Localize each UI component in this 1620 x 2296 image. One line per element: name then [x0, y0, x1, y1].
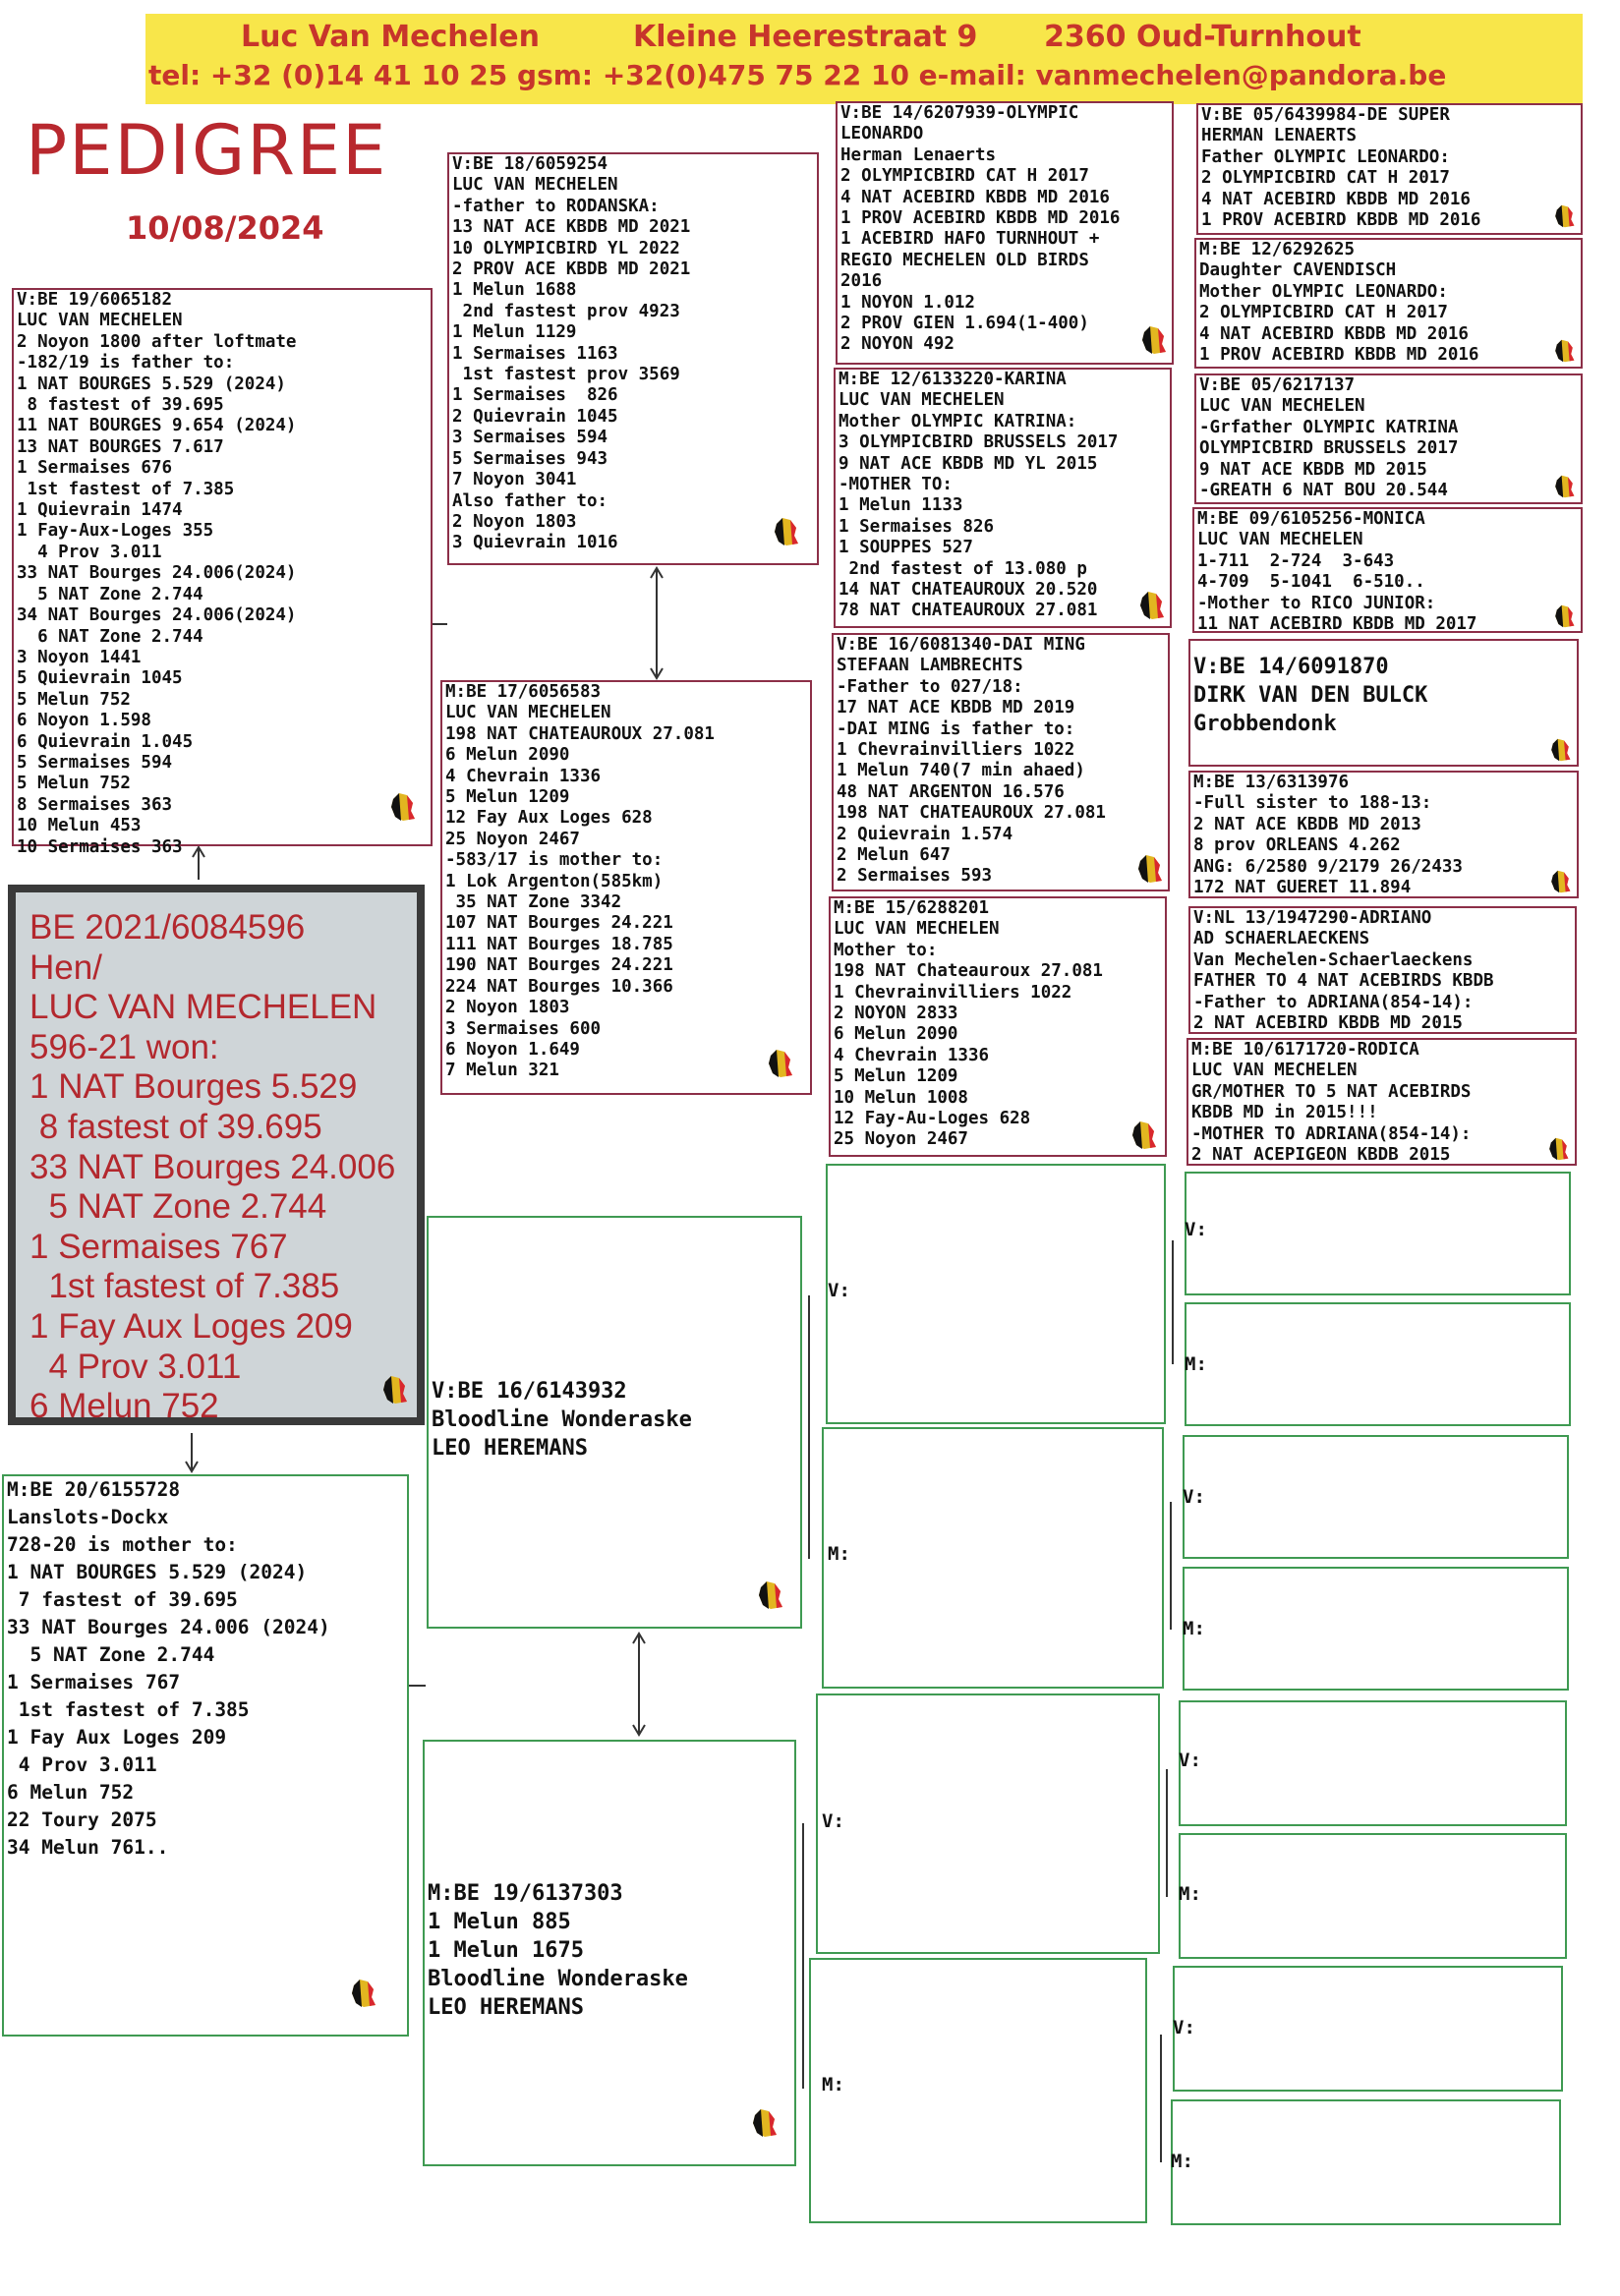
ggp-fff-card: [836, 101, 1174, 365]
belgium-flag-icon: [1548, 737, 1572, 763]
ggp-fmm-text: M:BE 15/6288201 LUC VAN MECHELEN Mother to: 198 NAT Chateauroux 27.081 1 Chevrainvilliers 1022 2 NOYON 2833 6 Melun 2090 4 Chevrain 1336 5 Melun 1209 10 Melun 1008 12 Fay-Au-Loges 628 25 Noyon 2467: [834, 898, 1103, 1150]
belgium-flag-icon: [1136, 590, 1166, 621]
gen4-empty-card: [1183, 1567, 1569, 1691]
gen4-b-text: M:BE 12/6292625 Daughter CAVENDISCH Mother OLYMPIC LEONARDO: 2 OLYMPICBIRD CAT H 2017 4 NAT ACEBIRD KBDB MD 2016 1 PROV ACEBIRD KBDB MD 2016: [1199, 240, 1479, 366]
gen4-sire-label: V:: [1173, 2017, 1195, 2038]
breeder-city: 2360 Oud-Turnhout: [1044, 20, 1361, 54]
gen4-empty-card: [1179, 1700, 1567, 1826]
gen4-sire-label: V:: [1183, 1486, 1205, 1508]
sire-father-card: [447, 152, 819, 565]
gen4-e-text: V:BE 14/6091870 DIRK VAN DEN BULCK Grobbendonk: [1193, 655, 1428, 736]
bracket-line: [1166, 1769, 1168, 1897]
belgium-flag-icon: [1548, 869, 1572, 894]
gen4-dam-label: M:: [1179, 1883, 1201, 1905]
belgium-flag-icon: [1128, 1119, 1158, 1151]
breeder-street: Kleine Heerestraat 9: [633, 20, 978, 54]
dam-father-text: V:BE 16/6143932 Bloodline Wonderaske LEO HEREMANS: [432, 1379, 692, 1461]
dam-pedigree-text: M:BE 20/6155728 Lanslots-Dockx 728-20 is mother to: 1 NAT BOURGES 5.529 (2024) 7 fastest of 39.695 33 NAT Bourges 24.006 (2024) 5 NAT Zone 2.744 1 Sermaises 767 1st fastest of 7.385 1 Fay Aux Loges 209 4 Prov 3.011 6 Melun 752 22 Toury 2075 34 Melun 761..: [7, 1478, 330, 1859]
gen4-e-card: [1188, 639, 1579, 767]
gen4-h-card: [1186, 1038, 1577, 1166]
gen4-empty-card: [1185, 1172, 1571, 1295]
belgium-flag-icon: [755, 1579, 784, 1611]
gen4-dam-label: M:: [1183, 1618, 1205, 1639]
gen4-empty-card: [1173, 1966, 1563, 2092]
gen4-empty-card: [1171, 2099, 1561, 2225]
gen4-sire-label: V:: [1185, 1219, 1207, 1240]
belgium-flag-icon: [1552, 338, 1576, 364]
bracket-line: [1172, 1240, 1174, 1364]
belgium-flag-icon: [1552, 203, 1576, 229]
gen4-c-text: V:BE 05/6217137 LUC VAN MECHELEN -Grfather OLYMPIC KATRINA OLYMPICBIRD BRUSSELS 2017 9 NAT ACE KBDB MD 2015 -GREATH 6 NAT BOU 20.544: [1199, 375, 1459, 501]
dam-card: [2, 1474, 409, 2037]
gen4-f-card: [1188, 771, 1579, 898]
dam-mother-text: M:BE 19/6137303 1 Melun 885 1 Melun 1675 Bloodline Wonderaske LEO HEREMANS: [428, 1881, 688, 2020]
gen4-a-text: V:BE 05/6439984-DE SUPER HERMAN LENAERTS Father OLYMPIC LEONARDO: 2 OLYMPICBIRD CAT H 2017 4 NAT ACEBIRD KBDB MD 2016 1 PROV ACEBIRD KBDB MD 2016: [1201, 105, 1481, 231]
dam-mother-card: [423, 1740, 796, 2166]
gen4-f-text: M:BE 13/6313976 -Full sister to 188-13: 2 NAT ACE KBDB MD 2013 8 prov ORLEANS 4.262 ANG: 6/2580 9/2179 26/2433 172 NAT GUERET 11.894: [1193, 773, 1463, 898]
ggp-ffm-card: [834, 368, 1172, 628]
gen4-g-text: V:NL 13/1947290-ADRIANO AD SCHAERLAECKENS Van Mechelen-Schaerlaeckens FATHER TO 4 NAT ACEBIRDS KBDB -Father to ADRIANA(854-14): 2 NAT ACEBIRD KBDB MD 2015: [1193, 908, 1494, 1034]
gen4-d-card: [1192, 507, 1583, 633]
bracket-line: [802, 1823, 804, 2089]
gen4-empty-card: [1183, 1435, 1569, 1559]
sire-mother-text: M:BE 17/6056583 LUC VAN MECHELEN 198 NAT CHATEAUROUX 27.081 6 Melun 2090 4 Chevrain 1336 5 Melun 1209 12 Fay Aux Loges 628 25 Noyon 2467 -583/17 is mother to: 1 Lok Argenton(585km) 35 NAT Zone 3342 107 NAT Bourges 24.221 111 NAT Bourges 18.785 190 NAT Bourges 24.221 224 NAT Bourges 10.366 2 Noyon 1803 3 Sermaises 600 6 Noyon 1.649 7 Melun 321: [445, 682, 715, 1081]
bracket-line: [808, 1295, 810, 1559]
gen4-c-card: [1194, 373, 1583, 504]
page-title: PEDIGREE: [26, 110, 388, 191]
belgium-flag-icon: [765, 1048, 794, 1079]
ggp-dam-label: M:: [822, 2074, 844, 2095]
main-bird-text: BE 2021/6084596 Hen/ LUC VAN MECHELEN 596-21 won: 1 NAT Bourges 5.529 8 fastest of 39.695 33 NAT Bourges 24.006 5 NAT Zone 2.744 1 Sermaises 767 1st fastest of 7.385 1 Fay Aux Loges 209 4 Prov 3.011 6 Melun 752: [29, 908, 396, 1426]
ggp-mfm-card: [822, 1427, 1164, 1689]
gen4-dam-label: M:: [1171, 2151, 1193, 2172]
gen4-a-card: [1196, 103, 1583, 235]
belgium-flag-icon: [348, 1978, 377, 2009]
gen4-b-card: [1194, 238, 1583, 369]
ggp-mmf-card: [816, 1693, 1160, 1954]
belgium-flag-icon: [749, 2107, 779, 2139]
ggp-dam-label: M:: [828, 1543, 850, 1565]
ggp-mmm-card: [809, 1958, 1147, 2223]
ggp-mff-card: [826, 1164, 1166, 1424]
belgium-flag-icon: [771, 516, 800, 547]
ggp-sire-label: V:: [822, 1810, 844, 1832]
belgium-flag-icon: [387, 791, 417, 823]
ggp-ffm-text: M:BE 12/6133220-KARINA LUC VAN MECHELEN Mother OLYMPIC KATRINA: 3 OLYMPICBIRD BRUSSELS 2017 9 NAT ACE KBDB MD YL 2015 -MOTHER TO: 1 Melun 1133 1 Sermaises 826 1 SOUPPES 527 2nd fastest of 13.080 p 14 NAT CHATEAUROUX 20.520 78 NAT CHATEAUROUX 27.081: [839, 370, 1119, 621]
ggp-fmf-card: [832, 633, 1170, 891]
gen4-sire-label: V:: [1179, 1750, 1201, 1771]
gen4-h-text: M:BE 10/6171720-RODICA LUC VAN MECHELEN GR/MOTHER TO 5 NAT ACEBIRDS KBDB MD in 2015!!! -MOTHER TO ADRIANA(854-14): 2 NAT ACEPIGEON KBDB 2015: [1191, 1040, 1472, 1166]
bracket-line: [1160, 2035, 1162, 2162]
sire-father-text: V:BE 18/6059254 LUC VAN MECHELEN -father to RODANSKA: 13 NAT ACE KBDB MD 2021 10 OLYMPICBIRD YL 2022 2 PROV ACE KBDB MD 2021 1 Melun 1688 2nd fastest prov 4923 1 Melun 1129 1 Sermaises 1163 1st fastest prov 3569 1 Sermaises 826 2 Quievrain 1045 3 Sermaises 594 5 Sermaises 943 7 Noyon 3041 Also father to: 2 Noyon 1803 3 Quievrain 1016: [452, 154, 691, 553]
sire-mother-card: [440, 680, 812, 1095]
ggp-fmm-card: [829, 896, 1167, 1157]
belgium-flag-icon: [1138, 324, 1168, 356]
belgium-flag-icon: [1552, 603, 1576, 629]
belgium-flag-icon: [1546, 1136, 1570, 1162]
ggp-fff-text: V:BE 14/6207939-OLYMPIC LEONARDO Herman Lenaerts 2 OLYMPICBIRD CAT H 2017 4 NAT ACEBIRD KBDB MD 2016 1 PROV ACEBIRD KBDB MD 2016 1 ACEBIRD HAFO TURNHOUT + REGIO MECHELEN OLD BIRDS 2016 1 NOYON 1.012 2 PROV GIEN 1.694(1-400) 2 NOYON 492: [840, 103, 1121, 355]
ggp-sire-label: V:: [828, 1280, 850, 1301]
belgium-flag-icon: [1552, 474, 1576, 499]
gen4-d-text: M:BE 09/6105256-MONICA LUC VAN MECHELEN 1-711 2-724 3-643 4-709 5-1041 6-510.. -Mother to RICO JUNIOR: 11 NAT ACEBIRD KBDB MD 2017: [1197, 509, 1477, 635]
dam-father-card: [427, 1216, 802, 1629]
main-bird-card: [8, 885, 425, 1425]
sire-pedigree-text: V:BE 19/6065182 LUC VAN MECHELEN 2 Noyon 1800 after loftmate -182/19 is father to: 1 NAT BOURGES 5.529 (2024) 8 fastest of 39.695 11 NAT BOURGES 9.654 (2024) 13 NAT BOURGES 7.617 1 Sermaises 676 1st fastest of 7.385 1 Quievrain 1474 1 Fay-Aux-Loges 355 4 Prov 3.011 33 NAT Bourges 24.006(2024) 5 NAT Zone 2.744 34 NAT Bourges 24.006(2024) 6 NAT Zone 2.744 3 Noyon 1441 5 Quievrain 1045 5 Melun 752 6 Noyon 1.598 6 Quievrain 1.045 5 Sermaises 594 5 Melun 752 8 Sermaises 363 10 Melun 453 10 Sermaises 363: [17, 290, 297, 857]
belgium-flag-icon: [379, 1374, 409, 1406]
gen4-empty-card: [1179, 1833, 1567, 1959]
bracket-line: [1170, 1502, 1172, 1630]
sire-card: [12, 288, 433, 857]
ggp-fmf-text: V:BE 16/6081340-DAI MING STEFAAN LAMBRECHTS -Father to 027/18: 17 NAT ACE KBDB MD 2019 -DAI MING is father to: 1 Chevrainvilliers 1022 1 Melun 740(7 min ahaed) 48 NAT ARGENTON 16.576 198 NAT CHATEAUROUX 27.081 2 Quievrain 1.574 2 Melun 647 2 Sermaises 593: [837, 635, 1106, 887]
breeder-contact: tel: +32 (0)14 41 10 25 gsm: +32(0)475 75 22 10 e-mail: vanmechelen@pandora.be: [148, 59, 1447, 91]
gen4-g-card: [1188, 906, 1577, 1034]
breeder-name: Luc Van Mechelen: [241, 20, 540, 54]
pedigree-date: 10/08/2024: [126, 209, 324, 247]
belgium-flag-icon: [1134, 853, 1164, 885]
gen4-empty-card: [1185, 1302, 1571, 1426]
gen4-dam-label: M:: [1185, 1353, 1207, 1375]
